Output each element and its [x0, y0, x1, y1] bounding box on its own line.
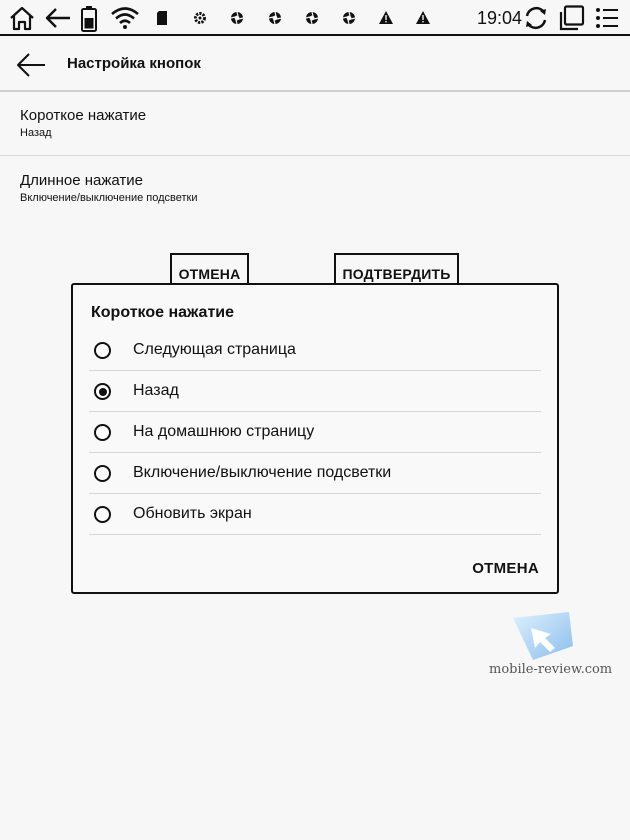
aperture-icon [342, 11, 356, 25]
option-home-page[interactable] [89, 412, 541, 453]
app-bar [0, 38, 630, 92]
option-label: Следующая страница [133, 341, 296, 358]
aperture-icon [305, 11, 319, 25]
option-refresh-screen[interactable] [89, 494, 541, 535]
watermark-text: mobile-review.com [489, 662, 613, 677]
dialog-cancel-button[interactable]: ОТМЕНА [472, 560, 539, 577]
window-icon[interactable] [558, 4, 586, 32]
option-back[interactable] [89, 371, 541, 412]
home-icon[interactable] [8, 5, 36, 31]
aperture-icon [230, 11, 244, 25]
option-label: Обновить экран [133, 505, 252, 522]
radio-button[interactable] [94, 465, 111, 482]
background-cancel-button: ОТМЕНА [170, 253, 249, 285]
setting-title: Длинное нажатие [20, 172, 143, 189]
warning-icon [379, 11, 393, 24]
option-backlight-toggle[interactable] [89, 453, 541, 494]
dialog-title: Короткое нажатие [91, 304, 235, 321]
option-next-page[interactable] [89, 330, 541, 371]
back-arrow-icon[interactable] [44, 6, 72, 30]
battery-icon [80, 5, 98, 33]
status-bar [0, 0, 630, 36]
radio-button[interactable] [94, 424, 111, 441]
divider [0, 155, 630, 156]
clock-time: 19:04 [477, 8, 523, 28]
option-label: На домашнюю страницу [133, 423, 315, 440]
option-label: Назад [133, 382, 179, 399]
wifi-icon [110, 6, 140, 30]
sd-card-icon [157, 11, 167, 25]
page-title: Настройка кнопок [67, 55, 201, 72]
aperture-icon [268, 11, 282, 25]
setting-long-press[interactable] [0, 157, 630, 221]
refresh-icon[interactable] [522, 4, 550, 32]
short-press-dialog [71, 283, 559, 594]
gear-icon [193, 11, 207, 25]
background-confirm-button: ПОДТВЕРДИТЬ [334, 253, 459, 285]
warning-icon [416, 11, 430, 24]
option-label: Включение/выключение подсветки [133, 464, 392, 481]
setting-title: Короткое нажатие [20, 107, 147, 124]
setting-short-press[interactable] [0, 92, 630, 156]
setting-value: Включение/выключение подсветки [20, 192, 198, 204]
radio-button[interactable] [94, 342, 111, 359]
radio-button-selected[interactable] [94, 383, 111, 400]
back-button[interactable] [14, 50, 48, 80]
menu-icon[interactable] [595, 7, 619, 29]
setting-value: Назад [20, 127, 52, 139]
radio-button[interactable] [94, 506, 111, 523]
